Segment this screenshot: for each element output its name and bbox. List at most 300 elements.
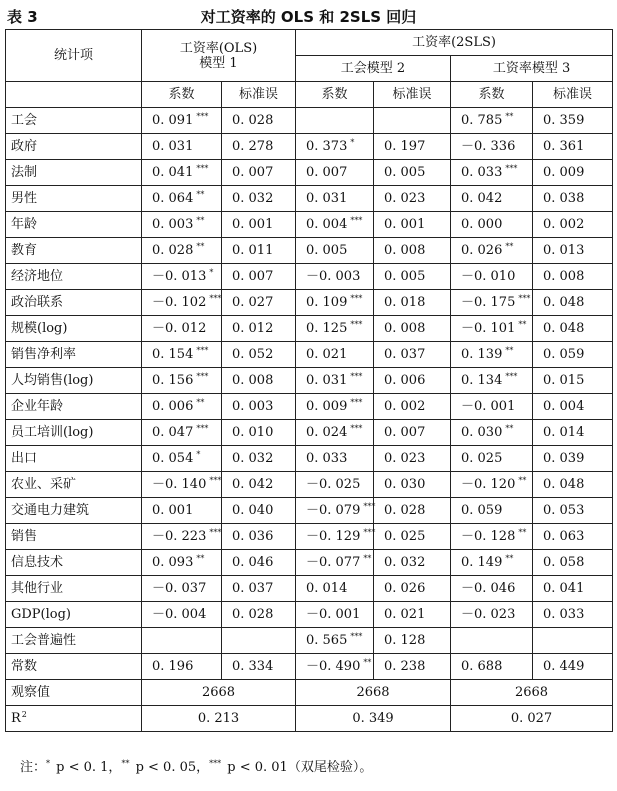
header-ols-model: 模型 1: [199, 55, 238, 71]
significance-stars: **: [196, 216, 205, 225]
row-label: 交通电力建筑: [6, 498, 142, 524]
significance-stars: ***: [350, 632, 363, 641]
se-m1: 0. 042: [222, 472, 296, 498]
coef-value: －0. 010: [461, 269, 516, 284]
coef-m2: [296, 290, 374, 316]
coef-value: －0. 004: [152, 607, 207, 622]
coef-value: 0. 000: [461, 217, 503, 232]
row-label: 经济地位: [6, 264, 142, 290]
coef-m1: [142, 446, 222, 472]
coef-value: 0. 042: [461, 191, 503, 206]
coef-value: 0. 196: [152, 659, 194, 674]
se-m2: 0. 005: [374, 264, 451, 290]
se-m2: 0. 128: [374, 628, 451, 654]
row-label: 农业、采矿: [6, 472, 142, 498]
se-m2: 0. 026: [374, 576, 451, 602]
se-m1: 0. 012: [222, 316, 296, 342]
coef-m1: [142, 472, 222, 498]
se-m2: 0. 037: [374, 342, 451, 368]
coef-value: 0. 003: [152, 217, 194, 232]
se-m2: 0. 018: [374, 290, 451, 316]
se-m1: 0. 001: [222, 212, 296, 238]
se-m1: 0. 036: [222, 524, 296, 550]
se-m2: 0. 005: [374, 160, 451, 186]
coef-value: 0. 009: [306, 399, 348, 414]
coef-value: －0. 023: [461, 607, 516, 622]
significance-stars: ***: [350, 372, 363, 381]
se-m2: 0. 025: [374, 524, 451, 550]
coef-m2: [296, 576, 374, 602]
coef-m2: [296, 602, 374, 628]
se-m1: 0. 007: [222, 264, 296, 290]
coef-m2: [296, 238, 374, 264]
header-row-1: [6, 30, 613, 56]
coef-m1: [142, 186, 222, 212]
table-row: [6, 420, 613, 446]
significance-stars: **: [518, 528, 527, 537]
coef-value: －0. 003: [306, 269, 361, 284]
header-coef-m3: 系数: [451, 82, 533, 108]
coef-m1: [142, 212, 222, 238]
coef-m1: [142, 238, 222, 264]
obs-m2: 2668: [296, 680, 451, 706]
header-ols: [142, 30, 296, 82]
coef-value: 0. 030: [461, 425, 503, 440]
se-m1: 0. 032: [222, 446, 296, 472]
coef-value: －0. 012: [152, 321, 207, 336]
coef-value: －0. 175: [461, 295, 516, 310]
coef-value: －0. 025: [306, 477, 361, 492]
coef-m2: [296, 498, 374, 524]
se-m2: 0. 023: [374, 446, 451, 472]
note-text-3: p < 0. 01（双尾检验）。: [223, 760, 373, 775]
coef-m1: [142, 290, 222, 316]
row-label: 政府: [6, 134, 142, 160]
coef-m3: [451, 628, 533, 654]
se-m1: 0. 028: [222, 108, 296, 134]
regression-table: [5, 29, 613, 732]
coef-m2: [296, 550, 374, 576]
coef-value: 0. 059: [461, 503, 503, 518]
significance-stars: **: [196, 190, 205, 199]
coef-m2: [296, 654, 374, 680]
header-se-m3: 标准误: [533, 82, 613, 108]
coef-m2: [296, 446, 374, 472]
coef-m1: [142, 524, 222, 550]
coef-value: －0. 336: [461, 139, 516, 154]
coef-m3: [451, 472, 533, 498]
coef-m2: [296, 108, 374, 134]
significance-stars: ***: [196, 346, 209, 355]
coef-value: 0. 149: [461, 555, 503, 570]
significance-stars: **: [505, 112, 514, 121]
se-m3: 0. 033: [533, 602, 613, 628]
se-m3: 0. 048: [533, 290, 613, 316]
coef-m3: [451, 550, 533, 576]
coef-m1: [142, 342, 222, 368]
table-title: 对工资率的 OLS 和 2SLS 回归: [200, 8, 417, 26]
coef-value: 0. 688: [461, 659, 503, 674]
significance-stars: **: [196, 554, 205, 563]
coef-value: －0. 223: [152, 529, 207, 544]
coef-m3: [451, 446, 533, 472]
r2-m3: 0. 027: [451, 706, 613, 732]
coef-m3: [451, 290, 533, 316]
coef-m2: [296, 394, 374, 420]
significance-stars: ***: [350, 294, 363, 303]
significance-stars: ***: [196, 424, 209, 433]
significance-stars: ***: [518, 294, 531, 303]
coef-m3: [451, 368, 533, 394]
significance-stars: ***: [350, 424, 363, 433]
se-m3: 0. 449: [533, 654, 613, 680]
se-m2: 0. 008: [374, 238, 451, 264]
se-m3: 0. 014: [533, 420, 613, 446]
se-m2: 0. 030: [374, 472, 451, 498]
row-label: 销售: [6, 524, 142, 550]
se-m3: 0. 008: [533, 264, 613, 290]
header-stat-col: 统计项: [6, 30, 142, 82]
se-m1: 0. 278: [222, 134, 296, 160]
table-number: 表 3: [7, 8, 38, 26]
se-m3: 0. 048: [533, 472, 613, 498]
table-row: [6, 134, 613, 160]
coef-m2: [296, 186, 374, 212]
coef-m2: [296, 264, 374, 290]
table-row: [6, 212, 613, 238]
significance-stars: ***: [196, 164, 209, 173]
row-label: 工会: [6, 108, 142, 134]
row-label: 员工培训(log): [6, 420, 142, 446]
r2-m2: 0. 349: [296, 706, 451, 732]
table-row: [6, 498, 613, 524]
coef-value: 0. 031: [306, 373, 348, 388]
coef-value: 0. 021: [306, 347, 348, 362]
se-m3: 0. 361: [533, 134, 613, 160]
se-m3: 0. 002: [533, 212, 613, 238]
se-m1: 0. 028: [222, 602, 296, 628]
coef-m3: [451, 160, 533, 186]
significance-stars: *: [196, 450, 201, 459]
row-label: 出口: [6, 446, 142, 472]
coef-value: －0. 013: [152, 269, 207, 284]
header-se-m1: 标准误: [222, 82, 296, 108]
table-row: [6, 628, 613, 654]
significance-stars: *: [209, 268, 214, 277]
se-m1: 0. 011: [222, 238, 296, 264]
obs-label: 观察值: [6, 680, 142, 706]
coef-m3: [451, 498, 533, 524]
significance-stars: **: [505, 554, 514, 563]
coef-value: 0. 007: [306, 165, 348, 180]
table-row: [6, 160, 613, 186]
r2-m1: 0. 213: [142, 706, 296, 732]
coef-m1: [142, 628, 222, 654]
coef-value: 0. 064: [152, 191, 194, 206]
coef-m1: [142, 394, 222, 420]
coef-m1: [142, 108, 222, 134]
coef-m3: [451, 602, 533, 628]
significance-stars: **: [196, 242, 205, 251]
coef-m1: [142, 160, 222, 186]
coef-m3: [451, 186, 533, 212]
row-label: 企业年龄: [6, 394, 142, 420]
coef-value: 0. 785: [461, 113, 503, 128]
coef-value: 0. 031: [306, 191, 348, 206]
coef-value: 0. 565: [306, 633, 348, 648]
coef-value: 0. 054: [152, 451, 194, 466]
header-blank: [6, 82, 142, 108]
row-label: 年龄: [6, 212, 142, 238]
table-row: [6, 472, 613, 498]
significance-stars: **: [505, 346, 514, 355]
row-label: 常数: [6, 654, 142, 680]
significance-stars: *: [350, 138, 355, 147]
coef-value: 0. 005: [306, 243, 348, 258]
coef-value: 0. 033: [461, 165, 503, 180]
row-label: 工会普遍性: [6, 628, 142, 654]
table-row: [6, 238, 613, 264]
header-coef-m2: 系数: [296, 82, 374, 108]
se-m2: 0. 006: [374, 368, 451, 394]
significance-stars: ***: [505, 164, 518, 173]
coef-m1: [142, 550, 222, 576]
coef-value: －0. 001: [461, 399, 516, 414]
note-star-3: ***: [209, 759, 222, 768]
se-m1: 0. 003: [222, 394, 296, 420]
se-m3: 0. 041: [533, 576, 613, 602]
coef-m3: [451, 524, 533, 550]
obs-m1: 2668: [142, 680, 296, 706]
se-m1: 0. 032: [222, 186, 296, 212]
se-m1: 0. 040: [222, 498, 296, 524]
coef-m3: [451, 576, 533, 602]
coef-value: 0. 031: [152, 139, 194, 154]
coef-value: 0. 004: [306, 217, 348, 232]
coef-m2: [296, 628, 374, 654]
note-text-1: p < 0. 1，: [52, 760, 122, 775]
table-row: [6, 524, 613, 550]
se-m3: 0. 009: [533, 160, 613, 186]
coef-m3: [451, 134, 533, 160]
coef-m3: [451, 342, 533, 368]
coef-value: 0. 047: [152, 425, 194, 440]
coef-value: 0. 156: [152, 373, 194, 388]
se-m3: 0. 053: [533, 498, 613, 524]
significance-stars: **: [363, 554, 372, 563]
row-label: 法制: [6, 160, 142, 186]
se-m3: [533, 628, 613, 654]
header-ols-title: 工资率(OLS): [179, 40, 258, 56]
table-row: [6, 394, 613, 420]
coef-m3: [451, 316, 533, 342]
significance-stars: ***: [350, 398, 363, 407]
header-row-3: [6, 82, 613, 108]
row-label: GDP(log): [6, 602, 142, 628]
coef-m1: [142, 368, 222, 394]
se-m1: 0. 007: [222, 160, 296, 186]
row-label: 规模(log): [6, 316, 142, 342]
coef-m2: [296, 368, 374, 394]
coef-m3: [451, 108, 533, 134]
coef-value: －0. 101: [461, 321, 516, 336]
coef-value: －0. 077: [306, 555, 361, 570]
coef-m3: [451, 654, 533, 680]
coef-value: 0. 001: [152, 503, 194, 518]
coef-value: 0. 028: [152, 243, 194, 258]
coef-value: 0. 026: [461, 243, 503, 258]
coef-m1: [142, 264, 222, 290]
coef-value: 0. 093: [152, 555, 194, 570]
coef-m1: [142, 576, 222, 602]
header-se-m2: 标准误: [374, 82, 451, 108]
obs-m3: 2668: [451, 680, 613, 706]
se-m3: 0. 038: [533, 186, 613, 212]
coef-value: 0. 125: [306, 321, 348, 336]
coef-m2: [296, 212, 374, 238]
table-note: [20, 756, 372, 775]
coef-value: －0. 037: [152, 581, 207, 596]
se-m2: 0. 028: [374, 498, 451, 524]
coef-value: 0. 091: [152, 113, 194, 128]
se-m3: 0. 048: [533, 316, 613, 342]
coef-value: －0. 128: [461, 529, 516, 544]
coef-value: 0. 109: [306, 295, 348, 310]
se-m3: 0. 059: [533, 342, 613, 368]
se-m2: 0. 197: [374, 134, 451, 160]
table-row: [6, 446, 613, 472]
row-label: 男性: [6, 186, 142, 212]
significance-stars: ***: [209, 476, 222, 485]
significance-stars: ***: [505, 372, 518, 381]
significance-stars: ***: [350, 216, 363, 225]
row-r-squared: [6, 706, 613, 732]
coef-m2: [296, 342, 374, 368]
se-m3: 0. 004: [533, 394, 613, 420]
coef-value: 0. 373: [306, 139, 348, 154]
note-star-1: *: [46, 759, 51, 768]
se-m2: 0. 238: [374, 654, 451, 680]
coef-m2: [296, 524, 374, 550]
coef-m2: [296, 472, 374, 498]
se-m3: 0. 359: [533, 108, 613, 134]
coef-value: －0. 102: [152, 295, 207, 310]
significance-stars: ***: [363, 502, 376, 511]
coef-m1: [142, 654, 222, 680]
se-m2: 0. 007: [374, 420, 451, 446]
significance-stars: ***: [196, 112, 209, 121]
coef-m3: [451, 264, 533, 290]
table-row: [6, 602, 613, 628]
significance-stars: **: [363, 658, 372, 667]
se-m1: 0. 027: [222, 290, 296, 316]
row-label: 其他行业: [6, 576, 142, 602]
row-label: 政治联系: [6, 290, 142, 316]
se-m2: 0. 001: [374, 212, 451, 238]
significance-stars: ***: [196, 372, 209, 381]
coef-m1: [142, 498, 222, 524]
row-label: 人均销售(log): [6, 368, 142, 394]
significance-stars: **: [518, 476, 527, 485]
header-model-3: 工资率模型 3: [451, 56, 613, 82]
coef-m2: [296, 160, 374, 186]
se-m1: 0. 046: [222, 550, 296, 576]
coef-m2: [296, 134, 374, 160]
significance-stars: **: [196, 398, 205, 407]
table-row: [6, 550, 613, 576]
coef-value: 0. 134: [461, 373, 503, 388]
significance-stars: **: [505, 424, 514, 433]
coef-value: 0. 025: [461, 451, 503, 466]
se-m1: 0. 052: [222, 342, 296, 368]
coef-m2: [296, 420, 374, 446]
table-caption: [0, 0, 617, 30]
se-m1: 0. 008: [222, 368, 296, 394]
significance-stars: ***: [350, 320, 363, 329]
coef-m1: [142, 316, 222, 342]
coef-value: －0. 129: [306, 529, 361, 544]
se-m3: 0. 013: [533, 238, 613, 264]
r2-label-sup: 2: [21, 710, 27, 719]
row-observations: [6, 680, 613, 706]
se-m3: 0. 063: [533, 524, 613, 550]
se-m2: 0. 008: [374, 316, 451, 342]
table-row: [6, 186, 613, 212]
coef-m3: [451, 212, 533, 238]
coef-value: 0. 041: [152, 165, 194, 180]
header-model-2: 工会模型 2: [296, 56, 451, 82]
coef-m2: [296, 316, 374, 342]
se-m3: 0. 058: [533, 550, 613, 576]
coef-value: －0. 490: [306, 659, 361, 674]
se-m2: 0. 023: [374, 186, 451, 212]
r2-label: [6, 706, 142, 732]
coef-m1: [142, 134, 222, 160]
significance-stars: **: [518, 320, 527, 329]
se-m2: [374, 108, 451, 134]
coef-value: 0. 014: [306, 581, 348, 596]
table-row: [6, 316, 613, 342]
table-row: [6, 290, 613, 316]
table-row: [6, 576, 613, 602]
coef-value: 0. 024: [306, 425, 348, 440]
coef-value: 0. 154: [152, 347, 194, 362]
significance-stars: ***: [209, 294, 222, 303]
coef-value: －0. 140: [152, 477, 207, 492]
se-m3: 0. 039: [533, 446, 613, 472]
coef-value: 0. 033: [306, 451, 348, 466]
se-m1: [222, 628, 296, 654]
se-m3: 0. 015: [533, 368, 613, 394]
coef-value: 0. 006: [152, 399, 194, 414]
coef-value: －0. 079: [306, 503, 361, 518]
coef-m3: [451, 238, 533, 264]
se-m2: 0. 021: [374, 602, 451, 628]
coef-value: －0. 120: [461, 477, 516, 492]
coef-value: －0. 046: [461, 581, 516, 596]
note-star-2: **: [121, 759, 130, 768]
coef-m3: [451, 394, 533, 420]
row-label: 销售净利率: [6, 342, 142, 368]
significance-stars: ***: [363, 528, 376, 537]
note-text-2: p < 0. 05，: [131, 760, 210, 775]
row-label: 教育: [6, 238, 142, 264]
note-prefix: 注：: [20, 760, 47, 775]
coef-value: －0. 001: [306, 607, 361, 622]
significance-stars: ***: [209, 528, 222, 537]
coef-value: 0. 139: [461, 347, 503, 362]
r2-label-text: R: [11, 711, 21, 726]
